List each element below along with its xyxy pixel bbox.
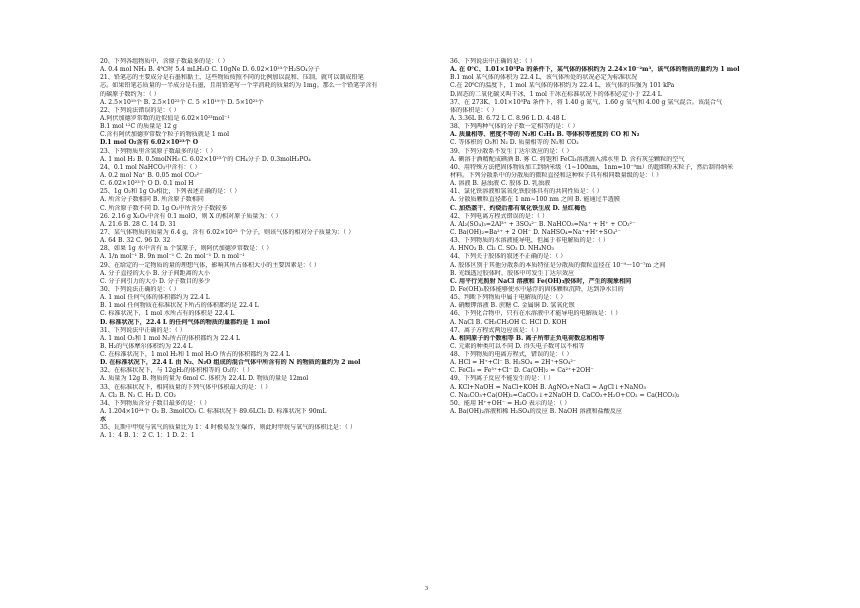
question-line: A. 2.5×10¹⁹个 B. 2.5×10²²个 C. 5 ×10¹⁹个 D. 5×10²²个 bbox=[100, 98, 264, 106]
question-line: B. 光线透过胶体时，胶体中可发生丁达尔效应 bbox=[450, 269, 575, 277]
question-line: C. Na₂CO₃+Ca(OH)₂=CaCO₃↓+2NaOH D. CaCO₃+H₂O+CO₂ = Ca(HCO₃)₂ bbox=[450, 391, 680, 399]
question-line: A. 硝酸钾溶液 B. 蔗糖 C. 金属铜 D. 氢氧化钡 bbox=[450, 302, 575, 310]
question-line: 48、下列物质的电离方程式，错误的是：（ ） bbox=[450, 351, 573, 359]
question-line: 42、下列电离方程式错误的是：（ ） bbox=[450, 212, 549, 220]
question-line: C. 在标准状况下，1 mol H₂和 1 mol H₂O 所占的体积都约为 22.4 L bbox=[100, 351, 290, 359]
question-line: 材料。下列分散系中的分散质的微粒直径和这种粒子具有相同数量级的是：（ ） bbox=[450, 171, 663, 179]
question-line: 23、下列物质里含氢原子数最多的是：（ ） bbox=[100, 147, 217, 155]
page-number: 3 bbox=[425, 586, 428, 592]
question-line: 水 bbox=[100, 416, 107, 424]
question-line: A. 1 mol O₂和 1 mol N₂所占的体积都约为 22.4 L bbox=[100, 334, 241, 342]
question-line: C. 元素的种类可以不同 D. 得失电子数可以不相等 bbox=[450, 342, 585, 350]
question-line: A. 溶液 B. 悬浊液 C. 胶体 D. 乳浊液 bbox=[450, 180, 551, 188]
question-line: A. 1 mol H₂ B. 0.5molNH₃ C. 6.02×10²³个的 CH₄分子 D. 0.3molH₃PO₄ bbox=[100, 155, 311, 163]
question-line: A. 质量为 12g B. 物质的量为 6mol C. 体积为 22.4L D. 物质的量是 12mol bbox=[100, 375, 309, 383]
question-line: A. 在 0℃、1.01×10⁵Pa 的条件下，某气体的体积约为 2.24×10⁻²m³，该气体的物质的量约为 1 mol bbox=[450, 66, 740, 74]
question-line: D.1 mol O₂含有 6.02×10²³个 O bbox=[100, 139, 199, 147]
question-line: A. HCl = H⁺+Cl⁻ B. H₂SO₄ = 2H⁺+SO₄²⁻ bbox=[450, 359, 577, 367]
question-line: C. FeCl₃ = Fe³⁺+Cl⁻ D. Ca(OH)₂ = Ca²⁺+2OH⁻ bbox=[450, 367, 594, 375]
question-line: 25、1g O₂和 1g O₃相比，下列表述正确的是：（ ） bbox=[100, 188, 241, 196]
question-line: A. 质量相等、密度不等的 N₂和 C₂H₄ B. 等体积等密度的 CO 和 N₂ bbox=[450, 131, 640, 139]
question-line: 44、下列关于胶体的叙述不正确的是：（ ） bbox=[450, 253, 567, 261]
right-column bbox=[450, 58, 810, 416]
question-line: A. Ba(OH)₂溶液和稀 H₂SO₄的反应 B. NaOH 溶液和盐酸反应 bbox=[450, 408, 623, 416]
question-line: 47、离子方程式两边应该是：（ ） bbox=[450, 326, 542, 334]
question-line: A. 分子直径的大小 B. 分子间距离的大小 bbox=[100, 269, 210, 277]
question-line: A. 0.4 mol NH₃ B. 4℃时 5.4 mLH₂O C. 10gNe D. 6.02×10²³个H₂SO₄分子 bbox=[100, 66, 320, 74]
question-line: C. 加热蒸干、灼烧后都有氧化铁生成 D. 呈红褐色 bbox=[450, 204, 587, 212]
question-line: A. 1/n mol⁻¹ B. 9n mol⁻¹ C. 2n mol⁻¹ D. n mol⁻¹ bbox=[100, 253, 245, 261]
question-line: 31、下列说法中正确的是：（ ） bbox=[100, 326, 186, 334]
question-line: 芯。如果铅笔芯质量的一半成分是石墨，且用铅笔写一个字消耗的质量约为 1mg。那么一个铅笔字含有 bbox=[100, 82, 378, 90]
question-line: 32、在标准状况下，与 12gH₂的体积相等的 O₂的：（ ） bbox=[100, 367, 254, 375]
question-line: 26. 2.16 g X₂O₅中含有 0.1 molO，则 X 的相对原子质量为：（ ） bbox=[100, 212, 282, 220]
question-line: A. 胶体区别于其他分散系的本质特征是分散质的微粒直径在 10⁻⁹～10⁻⁷m 之间 bbox=[450, 261, 666, 269]
question-line: A. 21.6 B. 28 C. 14 D. 31 bbox=[100, 220, 177, 228]
question-line: C. 6.02×10²³个 O D. 0.1 mol H bbox=[100, 180, 194, 188]
question-line: 41、氯化铁溶液和氢氧化铁胶体具有的共同性质是：（ ） bbox=[450, 188, 603, 196]
question-line: A. KCl+NaOH = NaCl+KOH B. AgNO₃+NaCl = AgCl↓+NaNO₃ bbox=[450, 383, 646, 391]
question-line: C. 所含原子数不同 D. 1g O₃中所含分子数较多 bbox=[100, 204, 228, 212]
question-line: D. 在标准状况下，22.4 L 由 N₂、N₂O 组成的混合气体中所含有的 N 的物质的量约为 2 mol bbox=[100, 359, 361, 367]
question-line: A. 分散质颗粒直径都在 1 nm~100 nm 之间 B. 能通过半透膜 bbox=[450, 196, 620, 204]
question-line: A. 相同原子的个数相等 B. 离子所带正负电荷数总和相等 bbox=[450, 334, 605, 342]
question-line: B. 1 mol 任何物质在标准状况下所占的体积都约是 22.4 L bbox=[100, 302, 259, 310]
question-line: 35、瓦斯中甲烷与氧气的质量比为 1：4 时极易发生爆炸，则此时甲烷与氧气的体积比是：（ ） bbox=[100, 424, 356, 432]
question-line: A. 所含分子数相同 B. 所含原子数相同 bbox=[100, 196, 204, 204]
question-line: B. H₂的气体摩尔体积约为 22.4 L bbox=[100, 342, 193, 350]
question-line: A. 3.36L B. 6.72 L C. 8.96 L D. 4.48 L bbox=[450, 114, 566, 122]
question-line: B.1 mol ¹²C 的质量是 12 g bbox=[100, 123, 177, 131]
left-column bbox=[100, 58, 460, 441]
question-line: A. 0.2 mol Na⁺ B. 0.05 mol CO₃²⁻ bbox=[100, 171, 203, 179]
question-line: C. 等体积的 O₂和 N₂ D. 质量相等的 N₂和 CO₂ bbox=[450, 139, 579, 147]
question-line: 34、下列物质含分子数目最多的是：（ ） bbox=[100, 399, 211, 407]
question-line: 50、能用 H⁺+OH⁻ = H₂O 表示的是：（ ） bbox=[450, 399, 571, 407]
question-line: D. 标准状况下，22.4 L 的任何气体的物质的量都约是 1 mol bbox=[100, 318, 270, 326]
question-line: 27、某气体物质的质量为 6.4 g，含有 6.02×10²² 个分子，则该气体的相对分子质量为：（ ） bbox=[100, 228, 355, 236]
question-line: C. Ba(OH)₂=Ba²⁺ + 2 OH⁻ D. NaHSO₄=Na⁺+H⁺+SO₄²⁻ bbox=[450, 228, 621, 236]
question-line: 33、在标准状况下，相同质量的下列气体中体积最大的是：（ ） bbox=[100, 383, 272, 391]
question-line: C.在 20℃的温度下，1 mol 某气体的体积约为 22.4 L，该气体的压强为 101 kPa bbox=[450, 82, 675, 90]
question-line: C. 分子间引力的大小 D. 分子数目的多少 bbox=[100, 277, 211, 285]
question-line: 36、下列说法中正确的是：（ ） bbox=[450, 58, 536, 65]
question-line: D.固态的二氧化碳又叫干冰，1 mol 干冰在标准状况下的体积必定小于 22.4 L bbox=[450, 90, 662, 98]
question-line: A. 1.204×10²⁴个 O₂ B. 3molCO₂ C. 标准状况下 89.6LCl₂ D. 标准状况下 90mL bbox=[100, 408, 327, 416]
question-line: 38、下列两种气体的分子数一定相等的是：（ ） bbox=[450, 123, 579, 131]
question-line: A. HNO₃ B. Cl₂ C. SO₂ D. NH₄NO₃ bbox=[450, 245, 554, 253]
question-line: 39、下列分散系不发生丁达尔效应的是：（ ） bbox=[450, 147, 573, 155]
question-line: 29、在给定的一定物质的量的理想气体，影响其所占体积大小的主要因素是：（ ） bbox=[100, 261, 320, 269]
question-line: 46、下列化合物中，只有在水溶液中才能导电的电解质是：（ ） bbox=[450, 310, 622, 318]
question-line: C. 标准状况下，1 mol 水所占有的体积是 22.4 L bbox=[100, 310, 235, 318]
question-line: A. 碘溶于酒精配成碘酒 B. 雾 C. 将饱和 FeCl₃溶液滴入沸水里 D. 含有灰尘颗粒的空气 bbox=[450, 155, 685, 163]
question-line: A. Cl₂ B. N₂ C. H₂ D. CO₂ bbox=[100, 391, 176, 399]
question-line: 28、如果 1g 水中含有 n 个氢原子，则阿伏加德罗常数是：（ ） bbox=[100, 245, 273, 253]
question-line: A. Al₂(SO₄)₃=2Al³⁺ + 3SO₄²⁻ B. NaHCO₃=Na⁺ + H⁺ + CO₃²⁻ bbox=[450, 220, 636, 228]
question-line: 43、下列物质的水溶液能导电，但属于非电解质的是：（ ） bbox=[450, 237, 609, 245]
question-line: 体的体积是：（ ） bbox=[450, 106, 498, 114]
question-line: A. NaCl B. CH₃CH₂OH C. HCl D. KOH bbox=[450, 318, 567, 326]
question-line: 20、下列各组物质中，含原子数最多的是：（ ） bbox=[100, 58, 229, 65]
question-line: 22、下列说法错误的是：（ ） bbox=[100, 106, 180, 114]
question-line: C.含有阿伏加德罗常数个粒子的物质就是 1 mol bbox=[100, 131, 230, 139]
question-line: 30、下列说法正确的是：（ ） bbox=[100, 285, 180, 293]
question-line: D. Fe(OH)₃胶体能够使水中悬浮的固体颗粒沉降，达到净水目的 bbox=[450, 285, 624, 293]
question-line: C. 用平行光照射 NaCl 溶液和 Fe(OH)₃胶体时，产生的现象相同 bbox=[450, 277, 632, 285]
question-line: A. 64 B. 32 C. 96 D. 32 bbox=[100, 237, 171, 245]
question-line: A. 1 mol 任何气体的体积都约为 22.4 L bbox=[100, 294, 210, 302]
question-line: B.1 mol 某气体的体积为 22.4 L，该气体所处的状况必定为标准状况 bbox=[450, 74, 638, 82]
question-line: 45、判断下列物质中属于电解质的是：（ ） bbox=[450, 294, 567, 302]
question-line: 37、在 273K、1.01×10⁵Pa 条件下，将 1.40 g 氮气、1.60 g 氧气和 4.00 g 氩气混合。该混合气 bbox=[450, 98, 723, 106]
question-line: 的碳原子数约为：（ ） bbox=[100, 90, 160, 98]
question-line: 40、用特殊方法把固体物质加工到纳米级（1~100nm，1nm=10⁻⁹m）的超细粉末粒子，然后制得纳米 bbox=[450, 163, 734, 171]
question-line: A. 1：4 B. 1：2 C. 1：1 D. 2：1 bbox=[100, 432, 195, 440]
question-line: 24、0.1 mol NaHCO₃中含有：（ ） bbox=[100, 163, 201, 171]
question-line: 21、铅笔芯的主要成分是石墨和黏土，这些物质按照不同的比例加以混和、压制，就可以制成铅笔 bbox=[100, 74, 364, 82]
question-line: 49、下列离子反应不能发生的是：（ ） bbox=[450, 375, 555, 383]
question-line: A.阿伏加德罗常数的近似值是 6.02×10²³mol⁻¹ bbox=[100, 114, 230, 122]
